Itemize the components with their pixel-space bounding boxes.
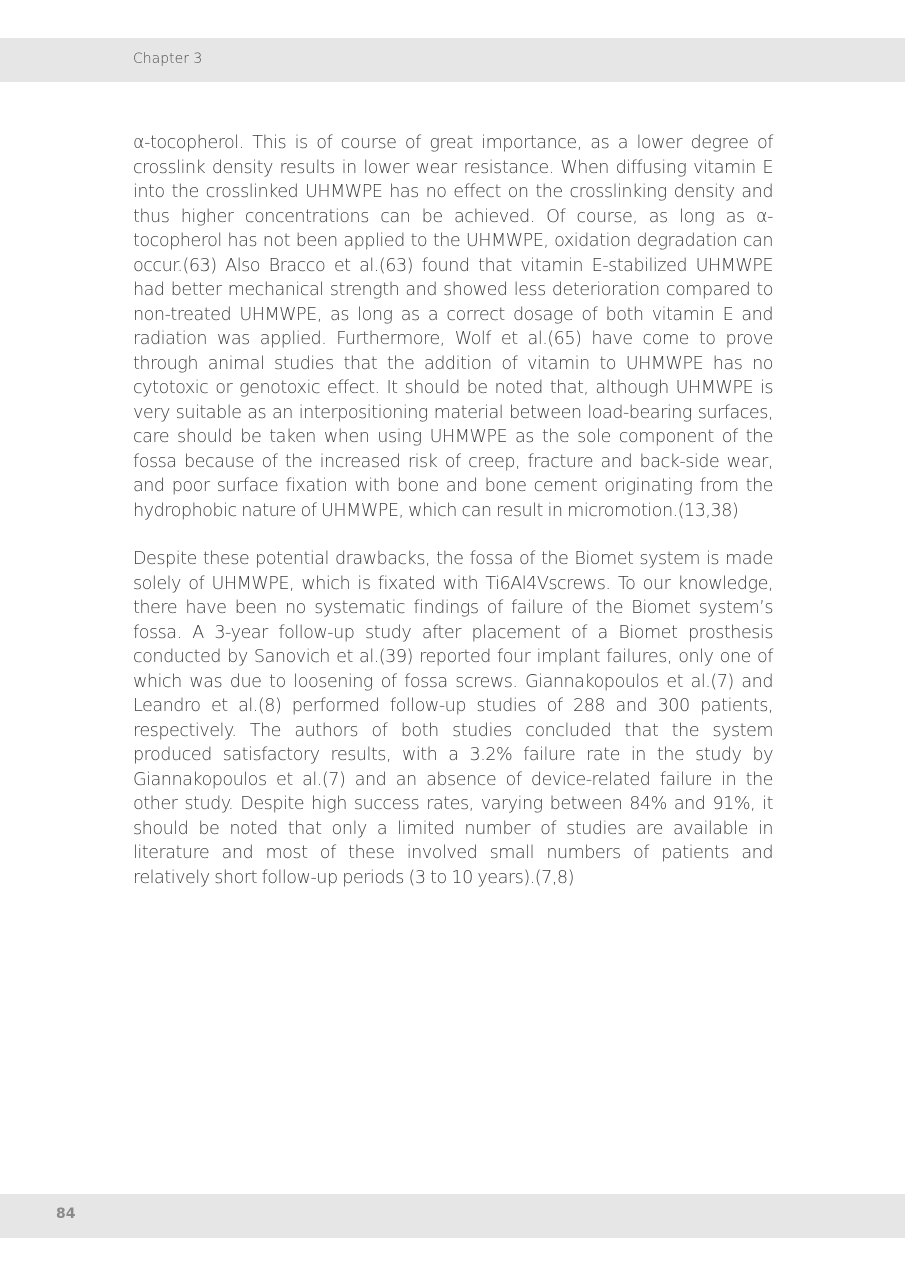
chapter-label: Chapter 3 <box>133 51 203 67</box>
paragraph-2: Despite these potential drawbacks, the fossa of the Biomet system is made solely of UHMWPE, which is fixated with Ti6Al4Vscrews. To our knowledge, there have been no systematic findings of failure of the Biomet system’s fossa. A 3-year follow-up study after placement of a Biomet prosthesis conducted by Sanovich et al.(39) reported four implant failures, only one of which was due to loosening of fossa screws. Giannakopoulos et al.(7) and Leandro et al.(8) performed follow-up studies of 288 and 300 patients, respectively. The authors of both studies concluded that the system produced satisfactory results, with a 3.2% failure rate in the study by Giannakopoulos et al.(7) and an absence of device-related failure in the other study. Despite high success rates, varying between 84% and 91%, it should be noted that only a limited number of studies are available in literature and most of these involved small numbers of patients and relatively short follow-up periods (3 to 10 years).(7,8) <box>133 549 773 888</box>
body-text <box>133 131 773 914</box>
paragraph-1: α-tocopherol. This is of course of great importance, as a lower degree of crosslink density results in lower wear resistance. When diffusing vitamin E into the crosslinked UHMWPE has no effect on the crosslinking density and thus higher concentrations can be achieved. Of course, as long as α-tocopherol has not been applied to the UHMWPE, oxidation degradation can occur.(63) Also Bracco et al.(63) found that vitamin E-stabilized UHMWPE had better mechanical strength and showed less deterioration compared to non-treated UHMWPE, as long as a correct dosage of both vitamin E and radiation was applied. Furthermore, Wolf et al.(65) have come to prove through animal studies that the addition of vitamin to UHMWPE has no cytotoxic or genotoxic effect. It should be noted that, although UHMWPE is very suitable as an interpositioning material between load-bearing surfaces, care should be taken when using UHMWPE as the sole component of the fossa because of the increased risk of creep, fracture and back-side wear, and poor surface fixation with bone and bone cement originating from the hydrophobic nature of UHMWPE, which can result in micromotion.(13,38) <box>133 133 773 521</box>
running-footer <box>0 1194 905 1238</box>
page-number: 84 <box>56 1206 76 1222</box>
running-header <box>0 38 905 82</box>
